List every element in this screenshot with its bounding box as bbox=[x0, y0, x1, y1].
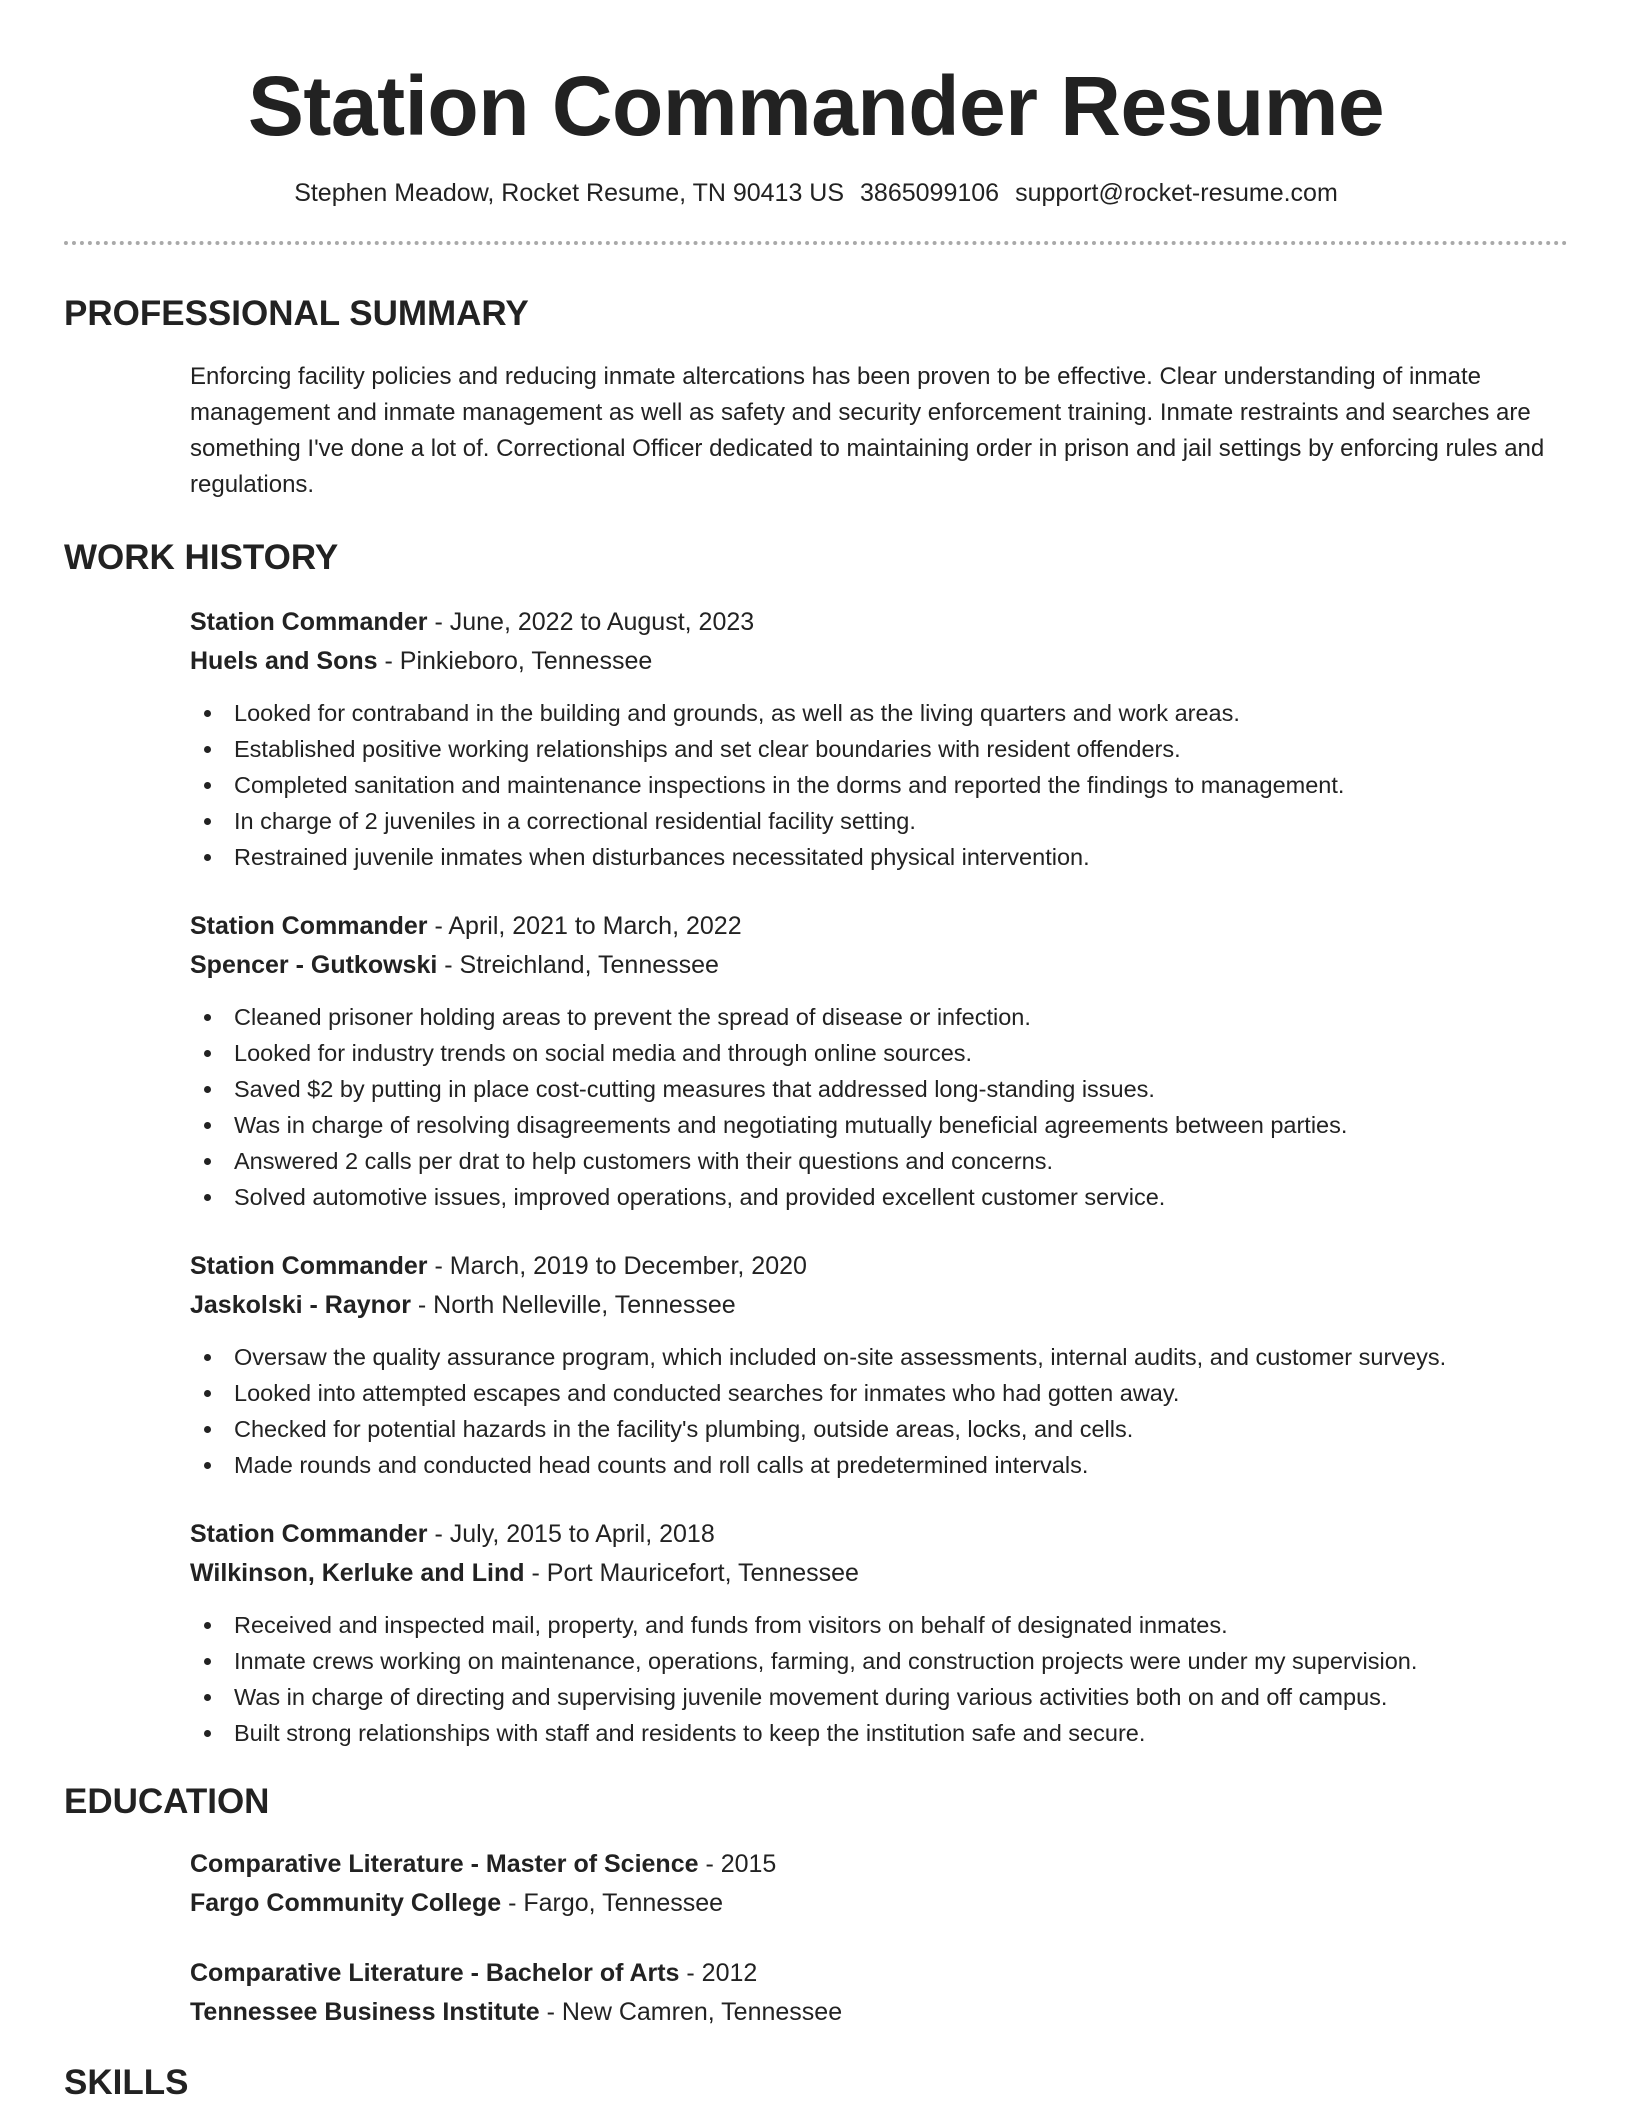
bullet-dot-icon bbox=[204, 818, 211, 825]
education-degree-line bbox=[190, 1954, 1568, 1993]
job-entry bbox=[190, 907, 1568, 1215]
bullet-text: Received and inspected mail, property, and funds from visitors on behalf of designated inmates. bbox=[234, 1612, 1228, 1639]
job-company: Huels and Sons bbox=[190, 647, 378, 676]
bullet-dot-icon bbox=[204, 1014, 211, 1021]
job-entry bbox=[190, 1515, 1568, 1751]
job-location: - Pinkieboro, Tennessee bbox=[377, 647, 653, 676]
job-dates: - June, 2022 to August, 2023 bbox=[427, 608, 755, 637]
job-company-line bbox=[190, 1286, 1568, 1325]
section-heading-skills: SKILLS bbox=[64, 2063, 189, 2103]
bullet-dot-icon bbox=[204, 782, 211, 789]
bullet-text: Restrained juvenile inmates when disturbances necessitated physical intervention. bbox=[234, 844, 1090, 871]
bullet-text: Cleaned prisoner holding areas to prevent the spread of disease or infection. bbox=[234, 1004, 1031, 1031]
education-degree-line bbox=[190, 1845, 1568, 1884]
job-bullet bbox=[234, 1107, 1568, 1143]
job-bullet bbox=[234, 767, 1568, 803]
job-entry bbox=[190, 1247, 1568, 1483]
bullet-text: Solved automotive issues, improved operations, and provided excellent customer service. bbox=[234, 1184, 1166, 1211]
job-bullet bbox=[234, 1179, 1568, 1215]
job-bullet bbox=[234, 1071, 1568, 1107]
bullet-text: Inmate crews working on maintenance, operations, farming, and construction projects were under my supervision. bbox=[234, 1648, 1418, 1675]
job-entry bbox=[190, 603, 1568, 875]
bullet-text: Built strong relationships with staff and residents to keep the institution safe and secure. bbox=[234, 1720, 1146, 1747]
bullet-dot-icon bbox=[204, 746, 211, 753]
job-company: Wilkinson, Kerluke and Lind bbox=[190, 1559, 525, 1588]
education-location: - New Camren, Tennessee bbox=[539, 1998, 843, 2027]
contact-address: Stephen Meadow, Rocket Resume, TN 90413 US bbox=[294, 178, 845, 207]
job-bullet bbox=[234, 1375, 1568, 1411]
job-bullet bbox=[234, 1643, 1568, 1679]
bullet-dot-icon bbox=[204, 1194, 211, 1201]
education-school-line bbox=[190, 1993, 1568, 2032]
bullet-text: Looked for contraband in the building and grounds, as well as the living quarters and work areas. bbox=[234, 700, 1240, 727]
job-bullet bbox=[234, 1143, 1568, 1179]
bullet-text: Was in charge of directing and supervising juvenile movement during various activities both on and off campus. bbox=[234, 1684, 1388, 1711]
education-school: Fargo Community College bbox=[190, 1889, 502, 1918]
section-heading-education: EDUCATION bbox=[64, 1782, 270, 1822]
job-company-line bbox=[190, 642, 1568, 681]
bullet-dot-icon bbox=[204, 1622, 211, 1629]
education-school: Tennessee Business Institute bbox=[190, 1998, 540, 2027]
job-company: Spencer - Gutkowski bbox=[190, 951, 438, 980]
bullet-dot-icon bbox=[204, 1390, 211, 1397]
bullet-dot-icon bbox=[204, 710, 211, 717]
job-bullet bbox=[234, 1447, 1568, 1483]
bullet-dot-icon bbox=[204, 1462, 211, 1469]
job-title-line bbox=[190, 907, 1568, 946]
job-bullet bbox=[234, 731, 1568, 767]
job-company-line bbox=[190, 1554, 1568, 1593]
education-year: - 2012 bbox=[679, 1959, 758, 1988]
job-bullet-list bbox=[190, 1339, 1568, 1483]
summary-text: Enforcing facility policies and reducing inmate altercations has been proven to be effective. Clear understanding of inmate management and inmate management as well as safety and security enforcement training. Inmate restraints and searches are something I've done a lot of. Correctional Officer dedicated to maintaining order in prison and jail settings by enforcing rules and regulations. bbox=[190, 363, 1545, 499]
bullet-dot-icon bbox=[204, 1658, 211, 1665]
job-title-line bbox=[190, 1247, 1568, 1286]
header-divider bbox=[64, 241, 1568, 245]
job-bullet-list bbox=[190, 999, 1568, 1215]
work-history-section bbox=[64, 603, 1568, 1751]
job-title: Station Commander bbox=[190, 1520, 428, 1549]
education-entry bbox=[190, 1845, 1568, 1923]
contact-phone: 3865099106 bbox=[860, 178, 1000, 207]
bullet-dot-icon bbox=[204, 1086, 211, 1093]
bullet-dot-icon bbox=[204, 854, 211, 861]
bullet-dot-icon bbox=[204, 1122, 211, 1129]
bullet-text: Completed sanitation and maintenance inspections in the dorms and reported the findings to management. bbox=[234, 772, 1345, 799]
job-bullet bbox=[234, 1607, 1568, 1643]
bullet-dot-icon bbox=[204, 1426, 211, 1433]
bullet-text: Was in charge of resolving disagreements and negotiating mutually beneficial agreements between parties. bbox=[234, 1112, 1348, 1139]
bullet-dot-icon bbox=[204, 1158, 211, 1165]
contact-line bbox=[64, 177, 1568, 210]
job-bullet-list bbox=[190, 1607, 1568, 1751]
education-location: - Fargo, Tennessee bbox=[501, 1889, 724, 1918]
summary-section bbox=[64, 359, 1568, 503]
bullet-text: Saved $2 by putting in place cost-cutting measures that addressed long-standing issues. bbox=[234, 1076, 1155, 1103]
job-bullet bbox=[234, 803, 1568, 839]
job-dates: - March, 2019 to December, 2020 bbox=[427, 1252, 807, 1281]
bullet-text: Established positive working relationships and set clear boundaries with resident offenders. bbox=[234, 736, 1181, 763]
job-location: - North Nelleville, Tennessee bbox=[410, 1291, 736, 1320]
job-bullet-list bbox=[190, 695, 1568, 875]
bullet-text: Oversaw the quality assurance program, which included on-site assessments, internal audits, and customer surveys. bbox=[234, 1344, 1447, 1371]
job-title: Station Commander bbox=[190, 912, 428, 941]
education-school-line bbox=[190, 1884, 1568, 1923]
job-bullet bbox=[234, 839, 1568, 875]
section-heading-work-history: WORK HISTORY bbox=[64, 538, 339, 578]
bullet-text: Looked into attempted escapes and conducted searches for inmates who had gotten away. bbox=[234, 1380, 1180, 1407]
bullet-text: Checked for potential hazards in the facility's plumbing, outside areas, locks, and cells. bbox=[234, 1416, 1134, 1443]
job-title-line bbox=[190, 603, 1568, 642]
job-bullet bbox=[234, 1339, 1568, 1375]
bullet-dot-icon bbox=[204, 1694, 211, 1701]
education-entry bbox=[190, 1954, 1568, 2032]
resume-title: Station Commander Resume bbox=[247, 59, 1385, 153]
job-location: - Streichland, Tennessee bbox=[437, 951, 719, 980]
job-bullet bbox=[234, 1411, 1568, 1447]
job-title-line bbox=[190, 1515, 1568, 1554]
job-title: Station Commander bbox=[190, 608, 428, 637]
section-heading-summary: PROFESSIONAL SUMMARY bbox=[64, 294, 529, 334]
bullet-text: Looked for industry trends on social media and through online sources. bbox=[234, 1040, 973, 1067]
job-location: - Port Mauricefort, Tennessee bbox=[524, 1559, 859, 1588]
job-bullet bbox=[234, 1679, 1568, 1715]
job-dates: - July, 2015 to April, 2018 bbox=[427, 1520, 715, 1549]
education-degree: Comparative Literature - Bachelor of Arts bbox=[190, 1959, 680, 1988]
job-company-line bbox=[190, 946, 1568, 985]
education-section bbox=[64, 1845, 1568, 2032]
bullet-dot-icon bbox=[204, 1354, 211, 1361]
job-dates: - April, 2021 to March, 2022 bbox=[427, 912, 742, 941]
bullet-text: In charge of 2 juveniles in a correctional residential facility setting. bbox=[234, 808, 916, 835]
bullet-dot-icon bbox=[204, 1730, 211, 1737]
contact-email: support@rocket-resume.com bbox=[1015, 178, 1338, 207]
bullet-dot-icon bbox=[204, 1050, 211, 1057]
job-bullet bbox=[234, 1715, 1568, 1751]
bullet-text: Made rounds and conducted head counts and roll calls at predetermined intervals. bbox=[234, 1452, 1089, 1479]
education-degree: Comparative Literature - Master of Science bbox=[190, 1850, 699, 1879]
job-bullet bbox=[234, 695, 1568, 731]
bullet-text: Answered 2 calls per drat to help customers with their questions and concerns. bbox=[234, 1148, 1054, 1175]
job-company: Jaskolski - Raynor bbox=[190, 1291, 411, 1320]
job-bullet bbox=[234, 1035, 1568, 1071]
job-bullet bbox=[234, 999, 1568, 1035]
education-year: - 2015 bbox=[698, 1850, 777, 1879]
job-title: Station Commander bbox=[190, 1252, 428, 1281]
